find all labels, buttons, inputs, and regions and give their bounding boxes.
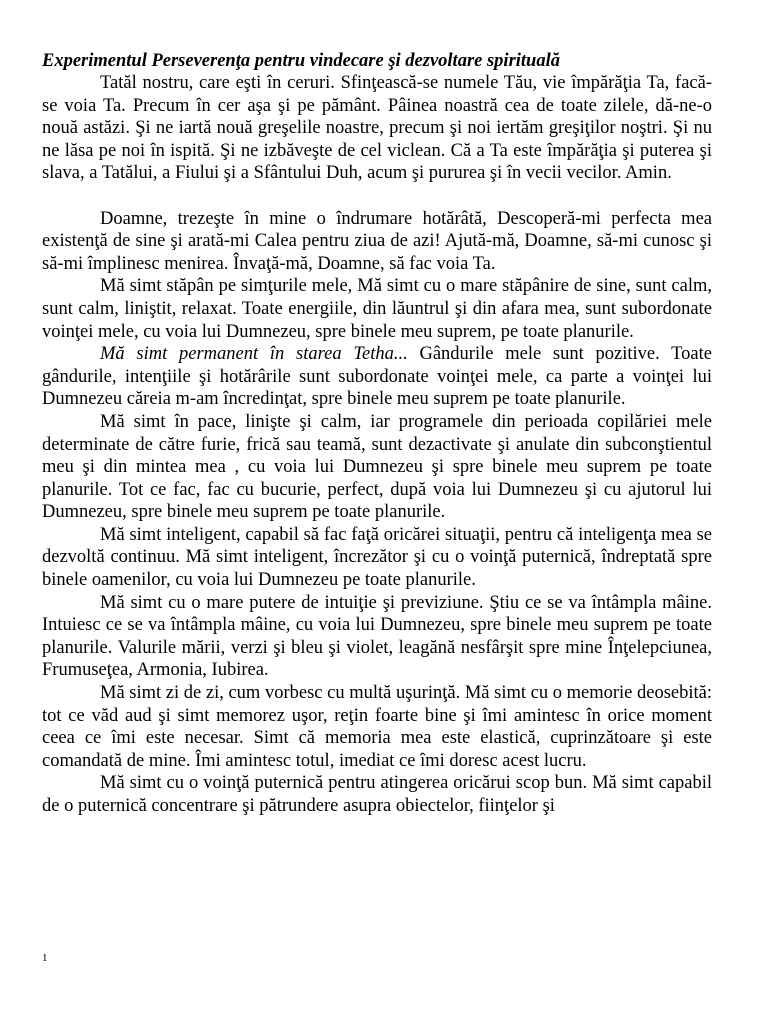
paragraph-intelligence: Mă simt inteligent, capabil să fac faţă oricărei situaţii, pentru că inteligenţa mea se dezvoltă continuu. Mă simt inteligent, încrezător şi cu o voinţă puternică, îndreptată spre binele oamenilor, cu voia lui Dumnezeu pe toate planurile. (42, 524, 712, 591)
paragraph-self-mastery: Mă simt stăpân pe simţurile mele, Mă simt cu o mare stăpânire de sine, sunt calm, sunt calm, liniştit, relaxat. Toate energiile, din lăuntrul şi din afara mea, sunt subordonate voinţei mele, cu voia lui Dumnezeu, spre binele meu suprem, pe toate planurile. (42, 276, 712, 342)
paragraph-willpower: Mă simt cu o voinţă puternică pentru atingerea oricărui scop bun. Mă simt capabil de o puternică concentrare şi pătrundere asupra obiectelor, fiinţelor şi (42, 773, 712, 816)
tetha-italic-phrase: Mă simt permanent în starea Tetha... (100, 344, 408, 365)
paragraph-peace: Mă simt în pace, linişte şi calm, iar programele din perioada copilăriei mele determinate de către furie, frică sau teamă, sunt dezactivate şi anulate din subconştientul meu şi din mintea mea , cu voia lui Dumnezeu şi spre binele meu suprem pe toate planurile. Tot ce fac, fac cu bucurie, perfect, după voia lui Dumnezeu şi cu ajutorul lui Dumnezeu, spre binele meu suprem pe toate planurile. (42, 411, 712, 523)
page-number: 1 (42, 952, 48, 964)
paragraph-spacer (42, 185, 712, 208)
paragraph-memory: Mă simt zi de zi, cum vorbesc cu multă uşurinţă. Mă simt cu o memorie deosebită: tot ce văd aud şi simt memorez uşor, reţin foarte bine şi îmi amintesc în orice moment ceea ce îmi este necesar. Simt că memoria mea este elastică, cuprinzătoare şi este comandată de mine. Îmi amintesc totul, imediat ce îmi doresc acest lucru. (42, 683, 712, 771)
paragraph-intuition: Mă simt cu o mare putere de intuiţie şi previziune. Ştiu ce se va întâmpla mâine. Intuiesc ce se va întâmpla mâine, cu voia lui Dumnezeu, spre binele meu suprem pe toate planurile. Valurile mării, verzi şi bleu şi violet, leagănă nesfârşit spre mine Înţelepciunea, Frumuseţea, Armonia, Iubirea. (42, 592, 712, 681)
paragraph-tetha-state (42, 343, 712, 411)
paragraph-invocation: Doamne, trezeşte în mine o îndrumare hotărâtă, Descoperă-mi perfecta mea existenţă de sine şi arată-mi Calea pentru ziua de azi! Ajută-mă, Doamne, să-mi cunosc şi să-mi împlinesc menirea. Învaţă-mă, Doamne, să fac voia Ta. (42, 208, 712, 274)
tetha-paragraph-text: Gândurile mele sunt pozitive. Toate gândurile, intenţiile şi hotărârile sunt subordonate voinţei mele, ca parte a voinţei lui Dumnezeu căreia m-am încredinţat, spre binele meu suprem pe toate planurile. (42, 344, 712, 410)
document-title: Experimentul Perseverenţa pentru vindecare şi dezvoltare spirituală (42, 51, 560, 71)
paragraph-lords-prayer: Tatăl nostru, care eşti în ceruri. Sfinţească-se numele Tău, vie împărăţia Ta, facă-se voia Ta. Precum în cer aşa şi pe pământ. Pâinea noastră cea de toate zilele, dă-ne-o nouă astăzi. Şi ne iartă nouă greşelile noastre, precum şi noi iertăm greşiţilor noştri. Şi nu ne lăsa pe noi în ispită. Şi ne izbăveşte de cel viclean. Că a Ta este împărăţia şi puterea şi slava, a Tatălui, a Fiului şi a Sfântului Duh, acum şi pururea şi în vecii vecilor. Amin. (42, 73, 712, 184)
